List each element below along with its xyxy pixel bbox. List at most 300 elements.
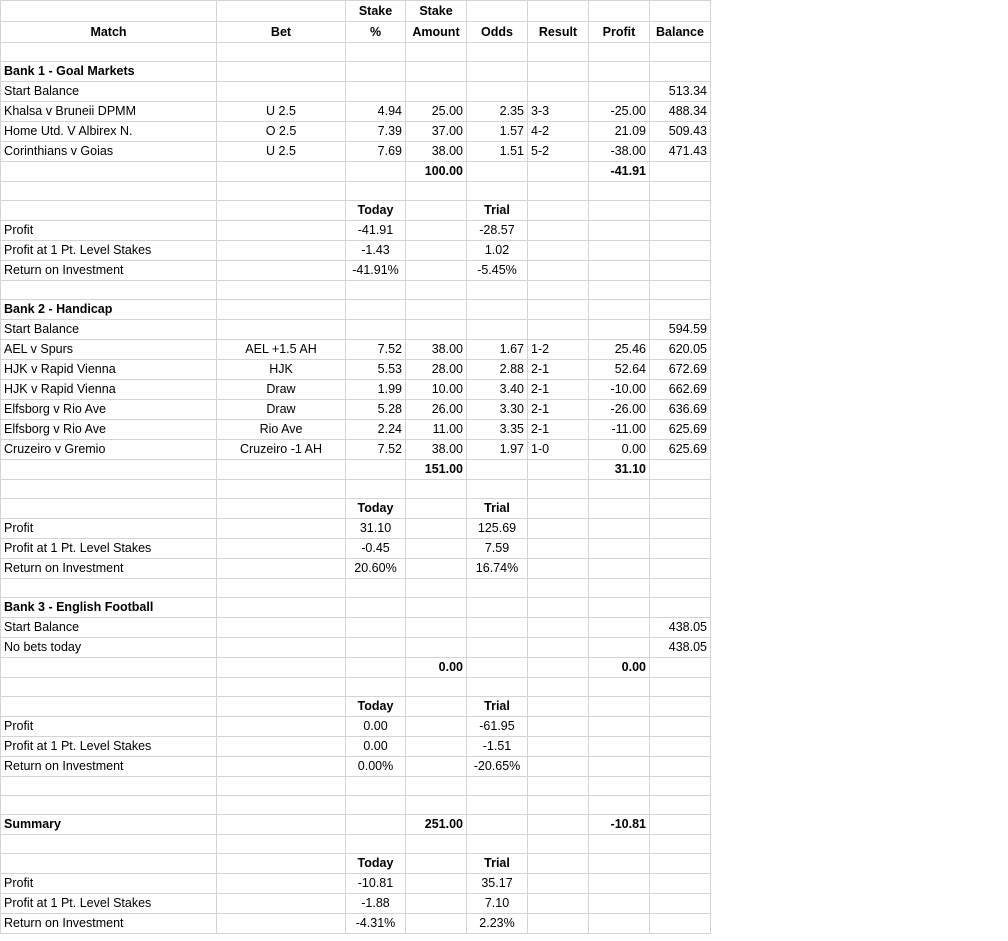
bet-cell[interactable] [217,300,346,320]
stake-pct-cell[interactable] [346,796,406,815]
stake-amount-cell[interactable] [406,519,467,539]
profit-cell[interactable]: -10.81 [589,815,650,835]
odds-cell[interactable] [467,460,528,480]
profit-cell[interactable] [589,835,650,854]
match-cell[interactable] [1,182,217,201]
odds-cell[interactable]: -1.51 [467,737,528,757]
stake-amount-cell[interactable]: 0.00 [406,658,467,678]
match-cell[interactable] [1,43,217,62]
profit-cell[interactable] [589,914,650,934]
result-cell[interactable]: 2-1 [528,420,589,440]
balance-cell[interactable] [650,737,711,757]
bet-cell[interactable] [217,894,346,914]
match-cell[interactable]: Profit at 1 Pt. Level Stakes [1,539,217,559]
stake-pct-cell[interactable] [346,598,406,618]
bet-cell[interactable] [217,82,346,102]
bet-cell[interactable] [217,460,346,480]
stake-amount-cell[interactable] [406,717,467,737]
odds-cell[interactable]: 1.51 [467,142,528,162]
bet-cell[interactable] [217,499,346,519]
bet-cell[interactable] [217,658,346,678]
balance-cell[interactable] [650,182,711,201]
odds-cell[interactable] [467,777,528,796]
stake-pct-cell[interactable]: -1.88 [346,894,406,914]
result-cell[interactable] [528,854,589,874]
stake-pct-cell[interactable]: 4.94 [346,102,406,122]
bet-cell[interactable] [217,261,346,281]
odds-cell[interactable]: Trial [467,697,528,717]
result-cell[interactable] [528,201,589,221]
bet-cell[interactable] [217,221,346,241]
stake-amount-cell[interactable]: 10.00 [406,380,467,400]
bet-cell[interactable] [217,874,346,894]
stake-pct-cell[interactable] [346,678,406,697]
match-cell[interactable] [1,777,217,796]
profit-cell[interactable] [589,519,650,539]
match-cell[interactable]: Return on Investment [1,757,217,777]
profit-cell[interactable]: 0.00 [589,658,650,678]
match-cell[interactable]: Profit at 1 Pt. Level Stakes [1,894,217,914]
profit-cell[interactable]: Profit [589,22,650,43]
odds-cell[interactable] [467,182,528,201]
match-cell[interactable] [1,460,217,480]
balance-cell[interactable] [650,717,711,737]
match-cell[interactable] [1,480,217,499]
match-cell[interactable]: Elfsborg v Rio Ave [1,420,217,440]
balance-cell[interactable] [650,241,711,261]
bet-cell[interactable]: Rio Ave [217,420,346,440]
result-cell[interactable] [528,697,589,717]
bet-cell[interactable] [217,717,346,737]
odds-cell[interactable] [467,658,528,678]
bet-cell[interactable]: O 2.5 [217,122,346,142]
profit-cell[interactable] [589,261,650,281]
stake-amount-cell[interactable] [406,300,467,320]
match-cell[interactable] [1,1,217,22]
odds-cell[interactable]: 16.74% [467,559,528,579]
balance-cell[interactable] [650,697,711,717]
result-cell[interactable] [528,281,589,300]
bet-cell[interactable] [217,737,346,757]
balance-cell[interactable]: 471.43 [650,142,711,162]
balance-cell[interactable]: 488.34 [650,102,711,122]
balance-cell[interactable]: 620.05 [650,340,711,360]
odds-cell[interactable]: 1.67 [467,340,528,360]
profit-cell[interactable] [589,618,650,638]
balance-cell[interactable] [650,221,711,241]
balance-cell[interactable]: 594.59 [650,320,711,340]
stake-pct-cell[interactable] [346,815,406,835]
profit-cell[interactable] [589,82,650,102]
profit-cell[interactable] [589,241,650,261]
profit-cell[interactable] [589,598,650,618]
profit-cell[interactable]: -41.91 [589,162,650,182]
match-cell[interactable]: Return on Investment [1,261,217,281]
odds-cell[interactable]: -28.57 [467,221,528,241]
profit-cell[interactable] [589,777,650,796]
result-cell[interactable] [528,519,589,539]
balance-cell[interactable] [650,854,711,874]
stake-pct-cell[interactable]: 0.00% [346,757,406,777]
match-cell[interactable] [1,281,217,300]
stake-amount-cell[interactable] [406,796,467,815]
odds-cell[interactable]: 3.40 [467,380,528,400]
match-cell[interactable] [1,854,217,874]
stake-amount-cell[interactable] [406,539,467,559]
balance-cell[interactable] [650,678,711,697]
result-cell[interactable]: 4-2 [528,122,589,142]
odds-cell[interactable] [467,300,528,320]
stake-amount-cell[interactable] [406,678,467,697]
balance-cell[interactable]: 672.69 [650,360,711,380]
profit-cell[interactable] [589,874,650,894]
match-cell[interactable]: Profit [1,221,217,241]
bet-cell[interactable] [217,618,346,638]
bet-cell[interactable] [217,320,346,340]
balance-cell[interactable] [650,874,711,894]
stake-amount-cell[interactable]: Stake [406,1,467,22]
stake-amount-cell[interactable]: 100.00 [406,162,467,182]
odds-cell[interactable] [467,62,528,82]
result-cell[interactable] [528,796,589,815]
profit-cell[interactable] [589,539,650,559]
stake-amount-cell[interactable] [406,579,467,598]
bet-cell[interactable] [217,796,346,815]
stake-amount-cell[interactable] [406,499,467,519]
stake-amount-cell[interactable]: 26.00 [406,400,467,420]
profit-cell[interactable]: -10.00 [589,380,650,400]
balance-cell[interactable]: 438.05 [650,638,711,658]
odds-cell[interactable]: -20.65% [467,757,528,777]
stake-pct-cell[interactable]: 1.99 [346,380,406,400]
stake-amount-cell[interactable] [406,598,467,618]
stake-pct-cell[interactable]: 20.60% [346,559,406,579]
balance-cell[interactable] [650,914,711,934]
stake-pct-cell[interactable]: 7.39 [346,122,406,142]
stake-pct-cell[interactable] [346,777,406,796]
profit-cell[interactable] [589,201,650,221]
stake-amount-cell[interactable] [406,201,467,221]
match-cell[interactable]: Profit [1,519,217,539]
stake-pct-cell[interactable]: -41.91 [346,221,406,241]
profit-cell[interactable] [589,678,650,697]
profit-cell[interactable]: 25.46 [589,340,650,360]
stake-pct-cell[interactable]: 5.28 [346,400,406,420]
stake-amount-cell[interactable]: 38.00 [406,440,467,460]
odds-cell[interactable] [467,281,528,300]
odds-cell[interactable] [467,678,528,697]
stake-pct-cell[interactable]: Today [346,697,406,717]
profit-cell[interactable] [589,737,650,757]
stake-pct-cell[interactable] [346,579,406,598]
result-cell[interactable] [528,618,589,638]
stake-amount-cell[interactable] [406,480,467,499]
balance-cell[interactable]: 662.69 [650,380,711,400]
odds-cell[interactable] [467,43,528,62]
odds-cell[interactable]: 35.17 [467,874,528,894]
balance-cell[interactable] [650,300,711,320]
result-cell[interactable] [528,221,589,241]
match-cell[interactable] [1,579,217,598]
odds-cell[interactable] [467,1,528,22]
bet-cell[interactable] [217,241,346,261]
balance-cell[interactable] [650,835,711,854]
match-cell[interactable]: HJK v Rapid Vienna [1,360,217,380]
balance-cell[interactable] [650,559,711,579]
balance-cell[interactable] [650,815,711,835]
stake-pct-cell[interactable]: Today [346,854,406,874]
profit-cell[interactable] [589,182,650,201]
balance-cell[interactable] [650,62,711,82]
match-cell[interactable]: Start Balance [1,82,217,102]
result-cell[interactable] [528,717,589,737]
stake-amount-cell[interactable] [406,835,467,854]
stake-pct-cell[interactable]: Stake [346,1,406,22]
stake-pct-cell[interactable] [346,182,406,201]
match-cell[interactable]: HJK v Rapid Vienna [1,380,217,400]
match-cell[interactable]: Home Utd. V Albirex N. [1,122,217,142]
bet-cell[interactable] [217,559,346,579]
bet-cell[interactable] [217,480,346,499]
stake-amount-cell[interactable]: Amount [406,22,467,43]
bet-cell[interactable] [217,697,346,717]
stake-amount-cell[interactable] [406,757,467,777]
odds-cell[interactable]: -5.45% [467,261,528,281]
profit-cell[interactable] [589,62,650,82]
odds-cell[interactable] [467,815,528,835]
stake-pct-cell[interactable]: Today [346,499,406,519]
result-cell[interactable] [528,1,589,22]
match-cell[interactable]: Profit at 1 Pt. Level Stakes [1,737,217,757]
result-cell[interactable] [528,559,589,579]
bet-cell[interactable] [217,539,346,559]
profit-cell[interactable]: -38.00 [589,142,650,162]
match-cell[interactable]: Return on Investment [1,559,217,579]
bet-cell[interactable] [217,815,346,835]
odds-cell[interactable] [467,579,528,598]
match-cell[interactable] [1,499,217,519]
stake-pct-cell[interactable] [346,300,406,320]
odds-cell[interactable]: 7.59 [467,539,528,559]
bet-cell[interactable] [217,835,346,854]
stake-amount-cell[interactable] [406,241,467,261]
bet-cell[interactable]: HJK [217,360,346,380]
stake-pct-cell[interactable] [346,281,406,300]
stake-amount-cell[interactable] [406,874,467,894]
stake-pct-cell[interactable]: 2.24 [346,420,406,440]
match-cell[interactable]: Start Balance [1,618,217,638]
result-cell[interactable] [528,539,589,559]
bet-cell[interactable]: Bet [217,22,346,43]
balance-cell[interactable] [650,43,711,62]
stake-pct-cell[interactable]: 7.69 [346,142,406,162]
odds-cell[interactable]: 125.69 [467,519,528,539]
stake-amount-cell[interactable] [406,777,467,796]
bet-cell[interactable] [217,281,346,300]
bet-cell[interactable] [217,638,346,658]
balance-cell[interactable] [650,519,711,539]
balance-cell[interactable] [650,261,711,281]
stake-amount-cell[interactable] [406,261,467,281]
stake-pct-cell[interactable]: Today [346,201,406,221]
stake-amount-cell[interactable] [406,82,467,102]
match-cell[interactable]: Bank 2 - Handicap [1,300,217,320]
stake-amount-cell[interactable]: 11.00 [406,420,467,440]
odds-cell[interactable]: 1.97 [467,440,528,460]
result-cell[interactable] [528,598,589,618]
stake-amount-cell[interactable] [406,221,467,241]
balance-cell[interactable]: 513.34 [650,82,711,102]
profit-cell[interactable] [589,1,650,22]
bet-cell[interactable] [217,162,346,182]
stake-amount-cell[interactable] [406,737,467,757]
result-cell[interactable] [528,162,589,182]
match-cell[interactable] [1,835,217,854]
balance-cell[interactable] [650,579,711,598]
result-cell[interactable] [528,874,589,894]
match-cell[interactable]: Bank 3 - English Football [1,598,217,618]
stake-amount-cell[interactable] [406,559,467,579]
odds-cell[interactable]: 1.57 [467,122,528,142]
result-cell[interactable]: Result [528,22,589,43]
result-cell[interactable] [528,835,589,854]
profit-cell[interactable] [589,717,650,737]
bet-cell[interactable] [217,519,346,539]
profit-cell[interactable] [589,480,650,499]
bet-cell[interactable] [217,201,346,221]
balance-cell[interactable]: Balance [650,22,711,43]
odds-cell[interactable] [467,320,528,340]
stake-amount-cell[interactable] [406,182,467,201]
balance-cell[interactable] [650,796,711,815]
stake-amount-cell[interactable] [406,618,467,638]
bet-cell[interactable] [217,854,346,874]
profit-cell[interactable] [589,43,650,62]
stake-pct-cell[interactable]: -41.91% [346,261,406,281]
odds-cell[interactable] [467,638,528,658]
result-cell[interactable] [528,182,589,201]
stake-pct-cell[interactable] [346,638,406,658]
balance-cell[interactable] [650,1,711,22]
odds-cell[interactable]: Odds [467,22,528,43]
stake-pct-cell[interactable] [346,162,406,182]
odds-cell[interactable] [467,796,528,815]
result-cell[interactable] [528,894,589,914]
profit-cell[interactable] [589,854,650,874]
balance-cell[interactable] [650,777,711,796]
result-cell[interactable]: 5-2 [528,142,589,162]
profit-cell[interactable] [589,559,650,579]
profit-cell[interactable] [589,638,650,658]
odds-cell[interactable]: 7.10 [467,894,528,914]
bet-cell[interactable] [217,598,346,618]
stake-amount-cell[interactable] [406,43,467,62]
balance-cell[interactable] [650,499,711,519]
result-cell[interactable]: 1-0 [528,440,589,460]
stake-pct-cell[interactable] [346,320,406,340]
result-cell[interactable]: 1-2 [528,340,589,360]
result-cell[interactable] [528,579,589,598]
match-cell[interactable]: Profit [1,717,217,737]
stake-amount-cell[interactable] [406,697,467,717]
result-cell[interactable] [528,737,589,757]
balance-cell[interactable] [650,201,711,221]
result-cell[interactable] [528,815,589,835]
match-cell[interactable]: AEL v Spurs [1,340,217,360]
profit-cell[interactable] [589,499,650,519]
stake-pct-cell[interactable]: -4.31% [346,914,406,934]
stake-pct-cell[interactable] [346,658,406,678]
result-cell[interactable] [528,914,589,934]
result-cell[interactable] [528,320,589,340]
match-cell[interactable] [1,162,217,182]
odds-cell[interactable]: Trial [467,854,528,874]
odds-cell[interactable]: -61.95 [467,717,528,737]
profit-cell[interactable]: 21.09 [589,122,650,142]
profit-cell[interactable] [589,281,650,300]
balance-cell[interactable] [650,539,711,559]
bet-cell[interactable] [217,678,346,697]
result-cell[interactable] [528,241,589,261]
stake-amount-cell[interactable]: 151.00 [406,460,467,480]
match-cell[interactable] [1,201,217,221]
match-cell[interactable]: Match [1,22,217,43]
odds-cell[interactable]: 3.30 [467,400,528,420]
odds-cell[interactable]: 3.35 [467,420,528,440]
stake-amount-cell[interactable] [406,62,467,82]
result-cell[interactable] [528,499,589,519]
bet-cell[interactable]: Draw [217,380,346,400]
stake-pct-cell[interactable] [346,835,406,854]
stake-pct-cell[interactable] [346,460,406,480]
profit-cell[interactable] [589,757,650,777]
stake-pct-cell[interactable]: 0.00 [346,737,406,757]
match-cell[interactable]: Khalsa v Bruneii DPMM [1,102,217,122]
match-cell[interactable] [1,658,217,678]
balance-cell[interactable] [650,757,711,777]
odds-cell[interactable]: 2.35 [467,102,528,122]
stake-amount-cell[interactable] [406,854,467,874]
match-cell[interactable] [1,697,217,717]
balance-cell[interactable] [650,658,711,678]
stake-amount-cell[interactable]: 38.00 [406,142,467,162]
stake-pct-cell[interactable]: 0.00 [346,717,406,737]
stake-pct-cell[interactable] [346,43,406,62]
match-cell[interactable]: Elfsborg v Rio Ave [1,400,217,420]
bet-cell[interactable] [217,579,346,598]
result-cell[interactable] [528,638,589,658]
balance-cell[interactable]: 636.69 [650,400,711,420]
stake-amount-cell[interactable] [406,894,467,914]
result-cell[interactable] [528,62,589,82]
match-cell[interactable]: Bank 1 - Goal Markets [1,62,217,82]
result-cell[interactable] [528,678,589,697]
stake-pct-cell[interactable]: 31.10 [346,519,406,539]
balance-cell[interactable]: 438.05 [650,618,711,638]
odds-cell[interactable]: Trial [467,201,528,221]
stake-amount-cell[interactable]: 25.00 [406,102,467,122]
stake-pct-cell[interactable] [346,618,406,638]
result-cell[interactable] [528,300,589,320]
bet-cell[interactable] [217,777,346,796]
stake-amount-cell[interactable] [406,638,467,658]
result-cell[interactable] [528,82,589,102]
stake-pct-cell[interactable]: -10.81 [346,874,406,894]
profit-cell[interactable]: -25.00 [589,102,650,122]
result-cell[interactable]: 3-3 [528,102,589,122]
stake-amount-cell[interactable] [406,281,467,300]
odds-cell[interactable]: 2.23% [467,914,528,934]
